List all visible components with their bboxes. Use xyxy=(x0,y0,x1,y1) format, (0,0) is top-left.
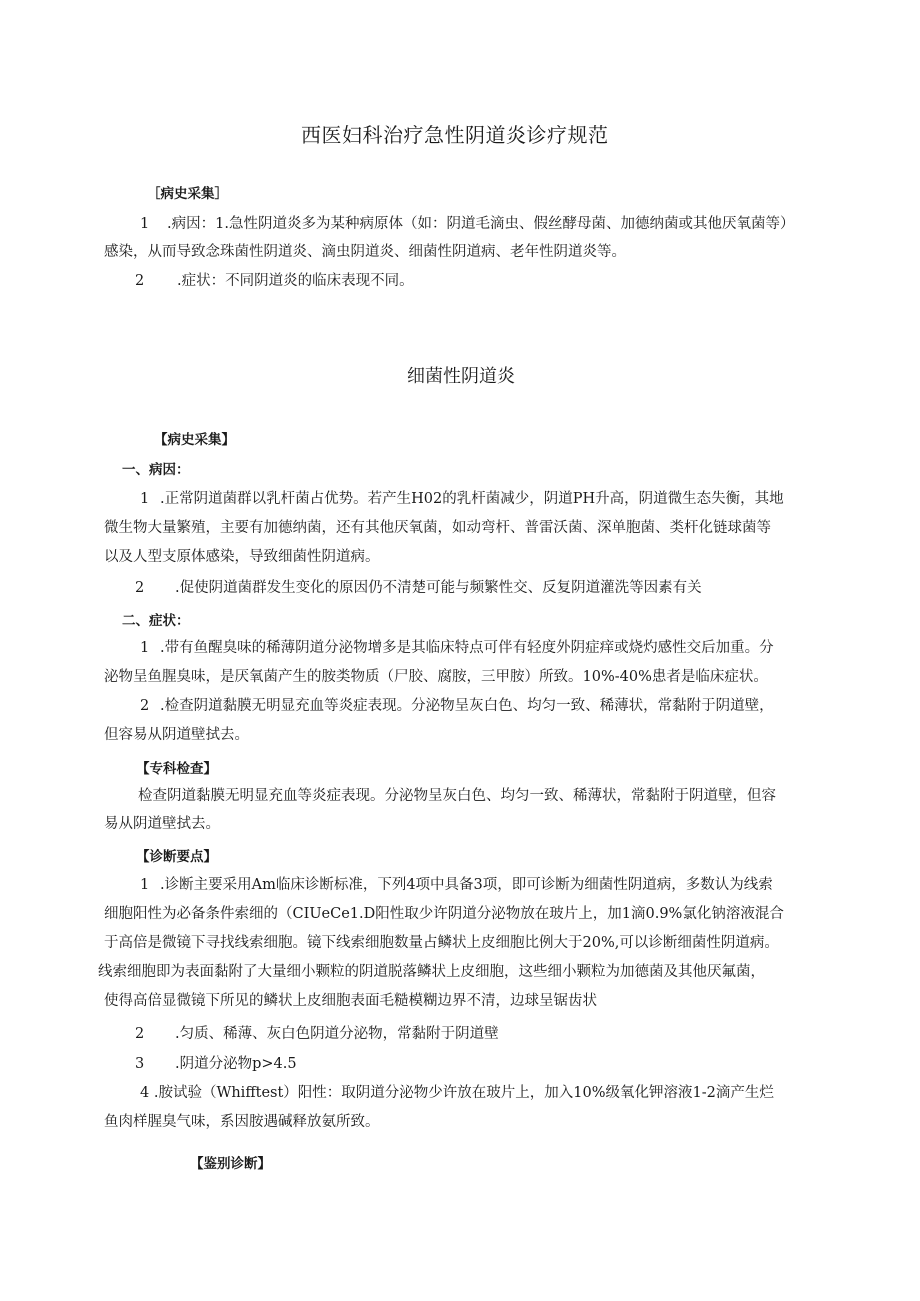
symptom-item-1 xyxy=(140,641,774,656)
differential-heading: 【鉴别诊断】 xyxy=(190,1156,271,1172)
exam-text: 检查阴道黏膜无明显充血等炎症表现。分泌物呈灰白色、均匀一致、稀薄状，常黏附于阴道壁，但容 xyxy=(138,788,776,804)
cause-item-2 xyxy=(135,581,702,596)
symptom-item-2-number: 2 xyxy=(140,698,150,714)
cause-item-1-cont-2: 以及人型支原体感染，导致细菌性阴道病。 xyxy=(104,549,380,565)
page-title: 西医妇科治疗急性阴道炎诊疗规范 xyxy=(301,123,609,147)
intro-item-1-cont: 感染，从而导致念珠菌性阴道炎、滴虫阴道炎、细菌性阴道病、老年性阴道炎等。 xyxy=(104,244,626,260)
diagnosis-item-3 xyxy=(135,1057,297,1072)
intro-item-2-text: .症状：不同阴道炎的临床表现不同。 xyxy=(177,273,414,289)
diagnosis-item-3-text: .阴道分泌物p>4.5 xyxy=(175,1056,297,1072)
intro-item-1 xyxy=(140,217,794,232)
intro-item-1-number: 1 xyxy=(140,216,150,232)
intro-item-2-number: 2 xyxy=(135,273,145,289)
section-title: 细菌性阴道炎 xyxy=(407,366,515,387)
diagnosis-heading: 【诊断要点】 xyxy=(136,849,217,865)
diagnosis-item-3-number: 3 xyxy=(135,1056,145,1072)
diagnosis-item-2 xyxy=(135,1027,499,1042)
diagnosis-item-1-cont-1: 细胞阳性为必备条件索细的（CIUeCe1.D阳性取少许阴道分泌物放在玻片上，加1滴0.9%氯化钠溶液混合 xyxy=(104,906,784,922)
symptom-item-2 xyxy=(140,699,774,714)
exam-heading: 【专科检查】 xyxy=(136,761,217,777)
diagnosis-item-4: 4 .胺试验（Whifftest）阳性：取阴道分泌物少许放在玻片上，加入10%级氧化钾溶液1-2滴产生烂 xyxy=(140,1085,774,1101)
cause-item-1-number: 1 xyxy=(140,491,150,507)
diagnosis-item-1-number: 1 xyxy=(140,877,150,893)
diagnosis-item-1-cont-4: 使得高倍显微镜下所见的鳞状上皮细胞表面毛糙模糊边界不清，边球呈锯齿状 xyxy=(104,993,597,1009)
symptom-heading: 二、症状： xyxy=(122,613,190,629)
cause-item-1-text: .正常阴道菌群以乳杆菌占优势。若产生H02的乳杆菌减少，阴道PH升高，阴道微生态失衡，其地 xyxy=(160,491,784,507)
diagnosis-item-1 xyxy=(140,878,773,893)
diagnosis-item-4-cont: 鱼肉样腥臭气味，系因胺遇碱释放氨所致。 xyxy=(104,1114,380,1130)
exam-text-cont: 易从阴道壁拭去。 xyxy=(104,816,220,832)
cause-item-2-text: .促使阴道菌群发生变化的原因仍不清楚可能与频繁性交、反复阴道灌洗等因素有关 xyxy=(175,580,702,596)
symptom-item-1-cont: 泌物呈鱼腥臭味，是厌氧菌产生的胺类物质（尸胶、腐胺，三甲胺）所致。10%-40%患者是临床症状。 xyxy=(104,669,768,685)
diagnosis-item-2-text: .匀质、稀薄、灰白色阴道分泌物，常黏附于阴道壁 xyxy=(175,1026,499,1042)
symptom-item-1-number: 1 xyxy=(140,640,150,656)
cause-item-1 xyxy=(140,492,784,507)
diagnosis-item-1-cont-3: 线索细胞即为表面黏附了大量细小颗粒的阴道脱落鳞状上皮细胞，这些细小颗粒为加德菌及其他厌氟菌， xyxy=(98,964,765,980)
intro-history-heading: ［病史采集］ xyxy=(147,186,228,202)
diagnosis-item-1-text: .诊断主要采用Am临床诊断标准，下列4项中具备3项，即可诊断为细菌性阴道病，多数认为线索 xyxy=(160,877,773,893)
cause-heading: 一、病因： xyxy=(122,462,190,478)
intro-item-1-text: .病因：1.急性阴道炎多为某种病原体（如：阴道毛滴虫、假丝酵母菌、加德纳菌或其他厌氧菌等） xyxy=(167,216,795,232)
symptom-item-2-cont: 但容易从阴道壁拭去。 xyxy=(104,727,249,743)
cause-item-2-number: 2 xyxy=(135,580,145,596)
history-heading: 【病史采集】 xyxy=(154,432,235,448)
diagnosis-item-1-cont-2: 于高倍是微镜下寻找线索细胞。镜下线索细胞数量占鳞状上皮细胞比例大于20%,可以诊断细菌性阴道病。 xyxy=(104,935,779,951)
diagnosis-item-2-number: 2 xyxy=(135,1026,145,1042)
cause-item-1-cont-1: 微生物大量繁殖，主要有加德纳菌，还有其他厌氧菌，如动弯杆、普雷沃菌、深单胞菌、类杆化链球菌等 xyxy=(104,520,771,536)
intro-item-2 xyxy=(135,274,414,289)
symptom-item-2-text: .检查阴道黏膜无明显充血等炎症表现。分泌物呈灰白色、均匀一致、稀薄状，常黏附于阴道壁， xyxy=(160,698,774,714)
symptom-item-1-text: .带有鱼醒臭味的稀薄阴道分泌物增多是其临床特点可伴有轻度外阴症痒或烧灼感性交后加重。分 xyxy=(160,640,774,656)
